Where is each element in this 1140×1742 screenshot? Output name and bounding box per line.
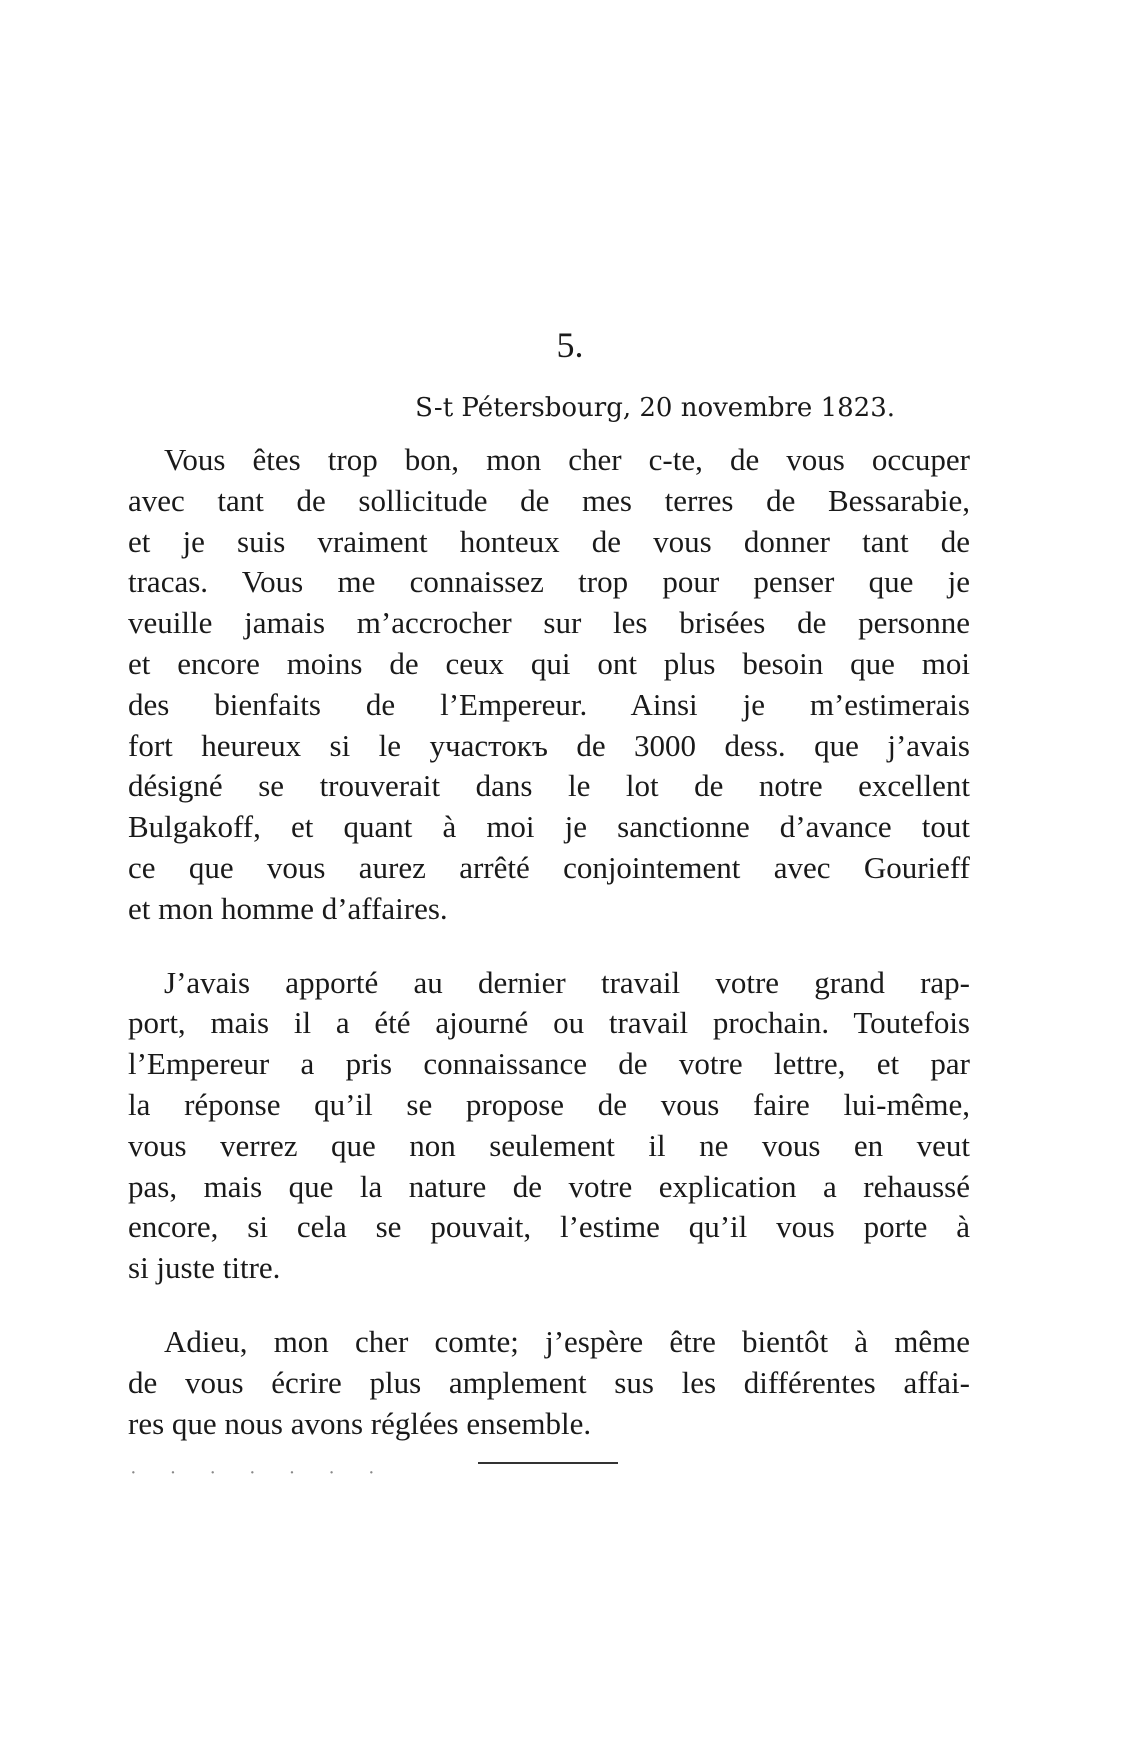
text-line: l’Empereur a pris connaissance de votre lettre, et par [128, 1046, 970, 1082]
text-line: res que nous avons réglées ensemble. [128, 1405, 592, 1441]
text-line: et mon homme d’affaires. [128, 890, 448, 926]
text-line: de vous écrire plus amplement sus les différentes affai- [128, 1364, 970, 1400]
end-rule-divider [478, 1462, 618, 1464]
text-line: avec tant de sollicitude de mes terres de Bessarabie, [128, 482, 970, 518]
paragraph-1 [128, 440, 970, 930]
text-line: des bienfaits de l’Empereur. Ainsi je m’estimerais [128, 686, 970, 722]
letter-number: 5. [556, 325, 584, 365]
text-line: la réponse qu’il se propose de vous faire lui-même, [128, 1086, 970, 1122]
dateline: S-t Pétersbourg, 20 novembre 1823. [415, 393, 895, 423]
text-line: ce que vous aurez arrêté conjointement avec Gourieff [128, 849, 970, 885]
paragraph-3 [128, 1322, 970, 1444]
text-line: si juste titre. [128, 1250, 281, 1286]
text-line: vous verrez que non seulement il ne vous en veut [128, 1127, 970, 1163]
text-line: désigné se trouverait dans le lot de notre excellent [128, 768, 970, 804]
text-line: et je suis vraiment honteux de vous donner tant de [128, 523, 970, 559]
letter-body [128, 440, 970, 1477]
text-line: Bulgakoff, et quant à moi je sanctionne d’avance tout [128, 809, 970, 845]
text-line: et encore moins de ceux qui ont plus besoin que moi [128, 645, 970, 681]
text-line: port, mais il a été ajourné ou travail prochain. Toutefois [128, 1005, 970, 1041]
text-line: J’avais apporté au dernier travail votre grand rap- [164, 964, 970, 1000]
text-line: veuille jamais m’accrocher sur les brisées de personne [128, 605, 970, 641]
text-line: Adieu, mon cher comte; j’espère être bientôt à même [164, 1323, 970, 1359]
text-line: tracas. Vous me connaissez trop pour penser que je [128, 564, 970, 600]
text-line: Vous êtes trop bon, mon cher c-te, de vous occuper [164, 442, 970, 477]
paragraph-2 [128, 963, 970, 1289]
print-specks: · · · · · · · [130, 1462, 389, 1484]
text-line: pas, mais que la nature de votre explication a rehaussé [128, 1168, 970, 1204]
text-line: fort heureux si le участокъ de 3000 dess. que j’avais [128, 727, 970, 763]
text-line: encore, si cela se pouvait, l’estime qu’il vous porte à [128, 1209, 970, 1245]
